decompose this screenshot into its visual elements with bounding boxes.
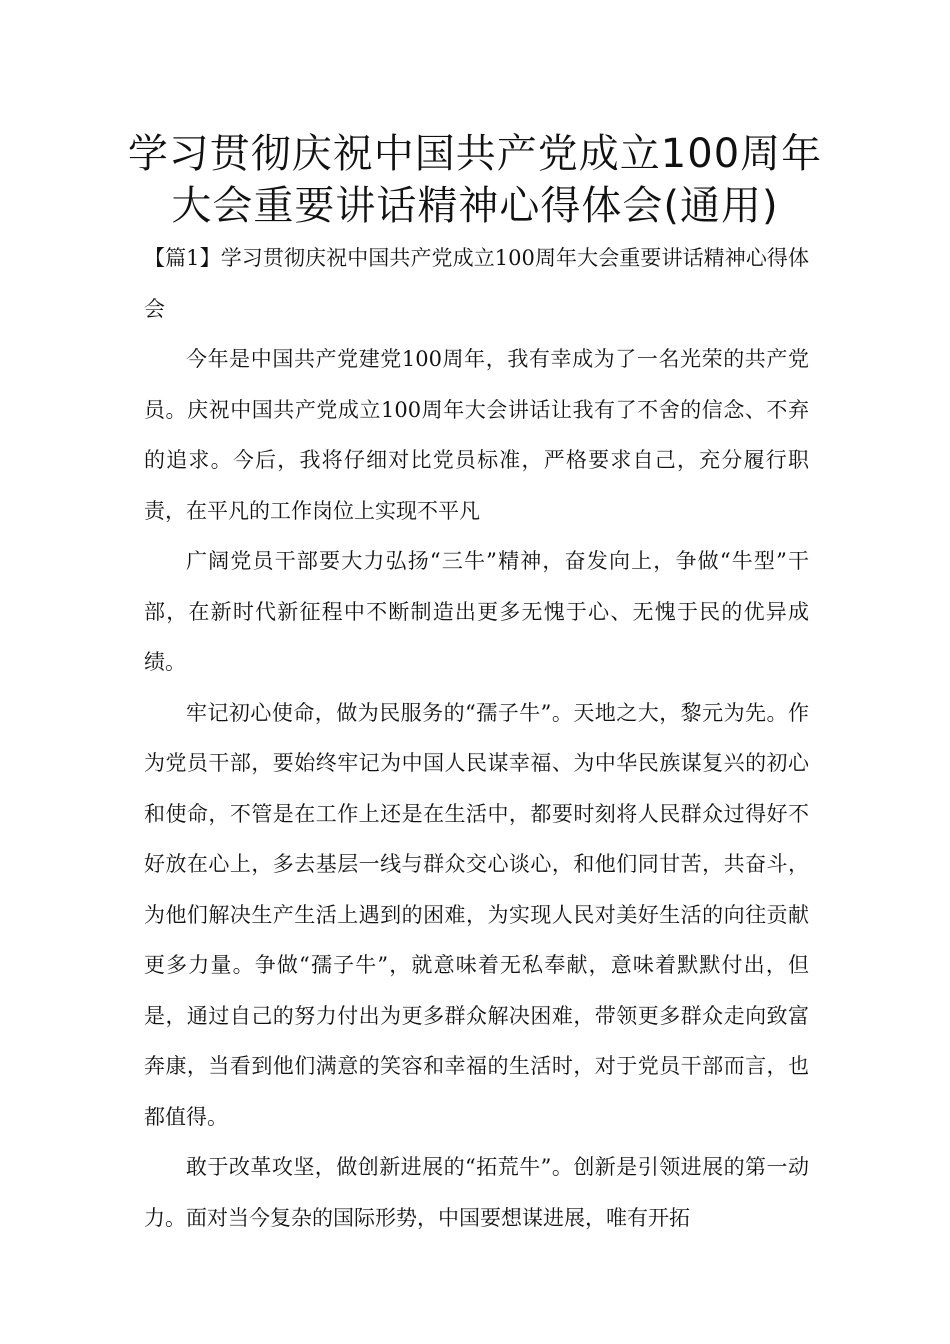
paragraph: 广阔党员干部要大力弘扬“三牛”精神，奋发向上，争做“牛型”干部，在新时代新征程中不断制造出更多无愧于心、无愧于民的优异成绩。 — [144, 549, 809, 674]
paragraph: 今年是中国共产党建党100周年，我有幸成为了一名光荣的共产党员。庆祝中国共产党成立100周年大会讲话让我有了不舍的信念、不弃的追求。今后，我将仔细对比党员标准，严格要求自己，充分履行职责，在平凡的工作岗位上实现不平凡 — [144, 347, 809, 523]
title-line-2: 大会重要讲话精神心得体会(通用) — [171, 183, 779, 229]
paragraph: 牢记初心使命，做为民服务的“孺子牛”。天地之大，黎元为先。作为党员干部，要始终牢记为中国人民谋幸福、为中华民族谋复兴的初心和使命，不管是在工作上还是在生活中，都要时刻将人民群众过得好不好放在心上，多去基层一线与群众交心谈心，和他们同甘苦，共奋斗，为他们解决生产生活上遇到的困难，为实现人民对美好生活的向往贡献更多力量。争做“孺子牛”，就意味着无私奉献，意味着默默付出，但是，通过自己的努力付出为更多群众解决困难，带领更多群众走向致富奔康，当看到他们满意的笑容和幸福的生活时，对于党员干部而言，也都值得。 — [144, 700, 809, 1129]
document-title — [120, 128, 830, 232]
document-body — [144, 233, 809, 1243]
title-line-1: 学习贯彻庆祝中国共产党成立100周年 — [127, 131, 823, 177]
section-heading: 【篇1】学习贯彻庆祝中国共产党成立100周年大会重要讲话精神心得体会 — [144, 246, 809, 321]
paragraph: 敢于改革攻坚，做创新进展的“拓荒牛”。创新是引领进展的第一动力。面对当今复杂的国际形势，中国要想谋进展，唯有开拓 — [144, 1155, 809, 1230]
